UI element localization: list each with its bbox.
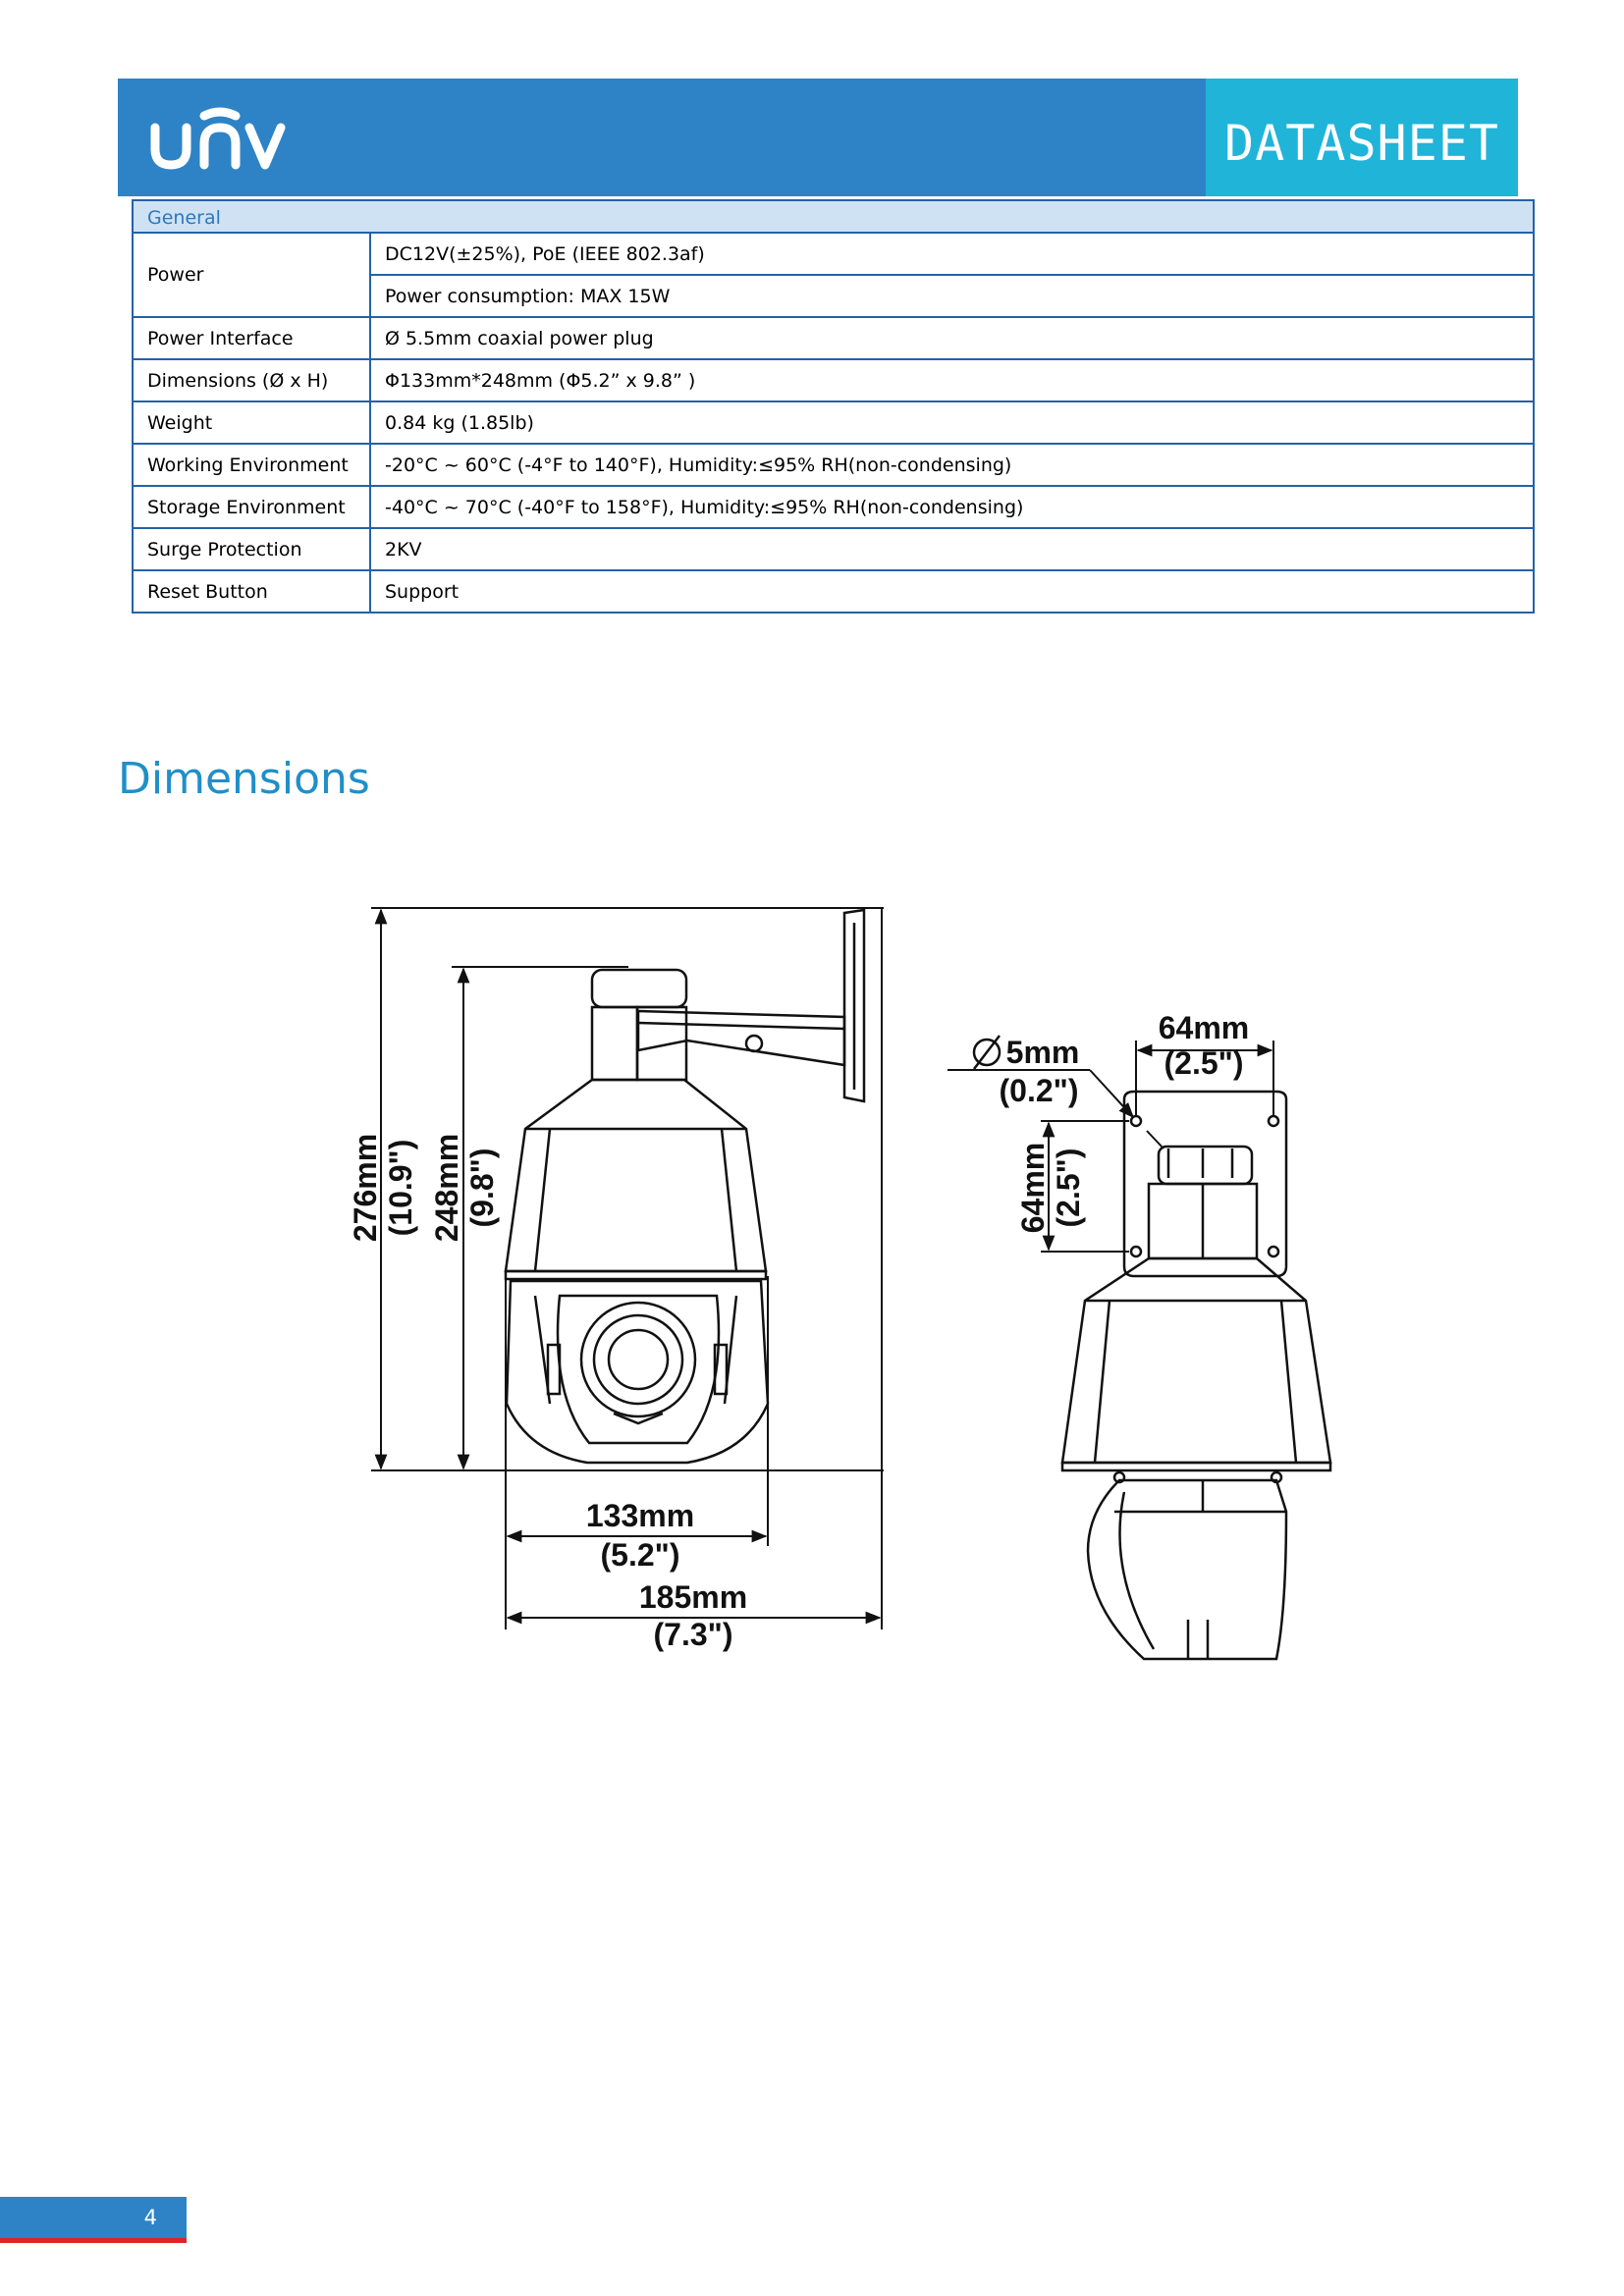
row-value: -20°C ~ 60°C (-4°F to 140°F), Humidity:≤95% RH(non-condensing) [370, 444, 1534, 486]
row-label: Surge Protection [133, 528, 370, 570]
dim-276-in: (10.9") [383, 1139, 418, 1237]
front-view-camera [506, 910, 864, 1463]
dim-64h-mm: 64mm [1015, 1142, 1051, 1234]
dim-64w-in: (2.5") [1164, 1045, 1244, 1081]
row-value: Φ133mm*248mm (Φ5.2” x 9.8” ) [370, 359, 1534, 401]
row-value: -40°C ~ 70°C (-40°F to 158°F), Humidity:≤95% RH(non-condensing) [370, 486, 1534, 528]
dim-64w-mm: 64mm [1158, 1010, 1250, 1045]
row-value: 2KV [370, 528, 1534, 570]
page-number-box [0, 2197, 187, 2243]
row-value: 0.84 kg (1.85lb) [370, 401, 1534, 444]
datasheet-title: DATASHEET [1224, 115, 1499, 172]
row-value: DC12V(±25%), PoE (IEEE 802.3af) [370, 233, 1534, 275]
dim-248-mm: 248mm [429, 1133, 464, 1243]
dimensions-heading: Dimensions [118, 754, 370, 804]
row-label: Weight [133, 401, 370, 444]
row-value: Ø 5.5mm coaxial power plug [370, 317, 1534, 359]
row-label: Working Environment [133, 444, 370, 486]
row-value: Power consumption: MAX 15W [370, 275, 1534, 317]
dim-185-mm: 185mm [638, 1579, 748, 1615]
dim-248-in: (9.8") [464, 1148, 500, 1228]
label-276mm [348, 1134, 418, 1242]
dim-185-in: (7.3") [653, 1617, 733, 1652]
dim-5-mm: 5mm [1005, 1035, 1080, 1070]
row-label: Storage Environment [133, 486, 370, 528]
section-title: General [133, 200, 1534, 233]
rear-view-camera [1062, 1092, 1330, 1659]
dim-133-in: (5.2") [600, 1537, 680, 1573]
row-label: Power [133, 233, 370, 317]
row-label: Reset Button [133, 570, 370, 613]
label-248mm [429, 1134, 500, 1242]
row-label: Power Interface [133, 317, 370, 359]
dim-5-in: (0.2") [999, 1073, 1079, 1108]
diameter-symbol [974, 1036, 1000, 1069]
label-64mm-height [1015, 1143, 1086, 1234]
row-label: Dimensions (Ø x H) [133, 359, 370, 401]
dim-64h-in: (2.5") [1051, 1148, 1086, 1228]
dim-276-mm: 276mm [348, 1133, 383, 1243]
row-value: Support [370, 570, 1534, 613]
page-number: 4 [143, 2206, 157, 2229]
dim-133-mm: 133mm [585, 1498, 695, 1533]
